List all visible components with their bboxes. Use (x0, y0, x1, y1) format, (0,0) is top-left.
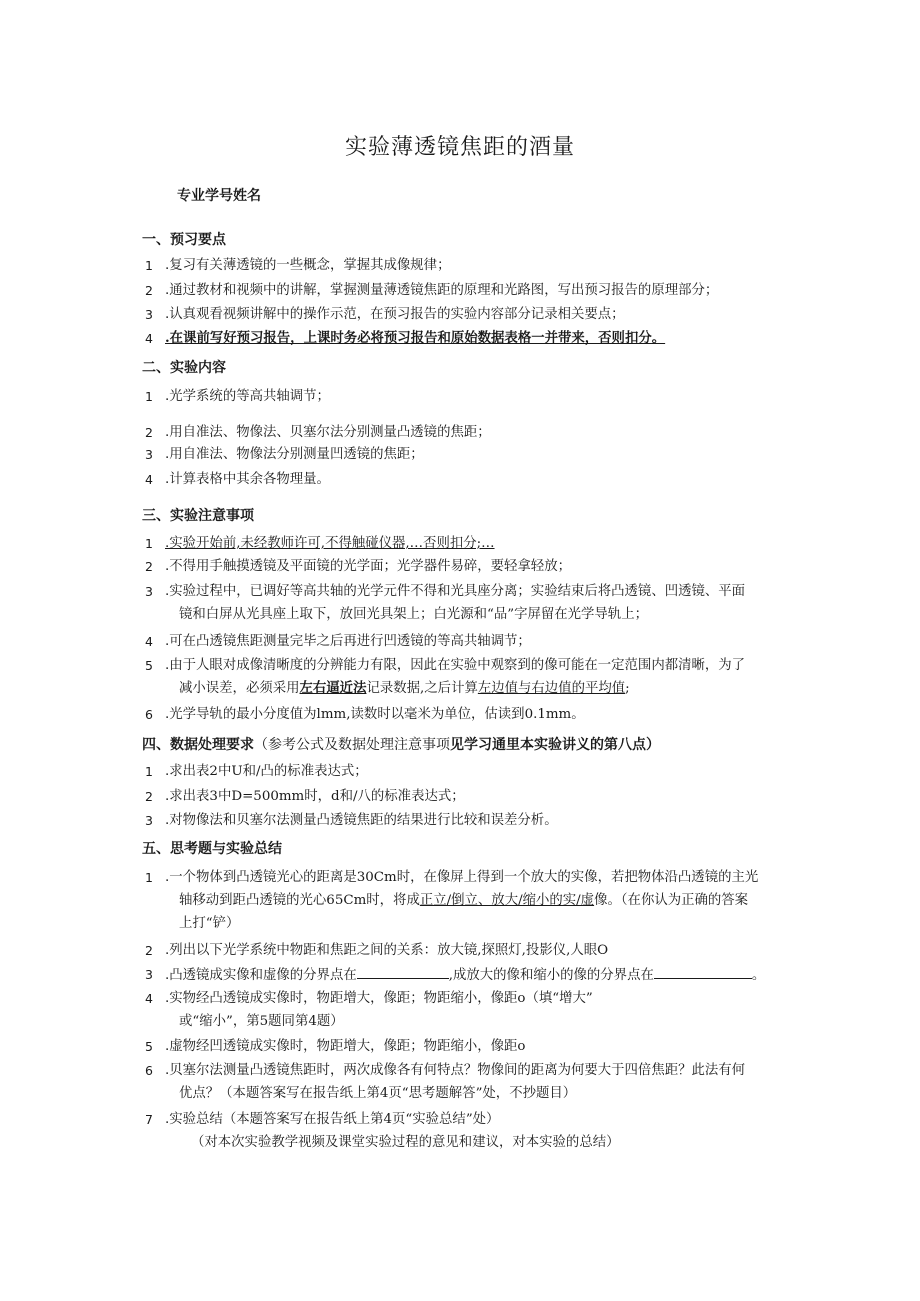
answer-blank (654, 963, 752, 979)
list-item: 4 .实物经凸透镜成实像时，物距增大，像距；物距缩小，像距o（填“增大” 或“缩小”，第5题同第4题） (145, 991, 593, 1029)
list-item: 5 .由于人眼对成像清晰度的分辨能力有限，因此在实验中观察到的像可能在一定范围内都清晰，为了 减小误差，必须采用左右逼近法记录数据,之后计算左边值与右边值的平均值; (145, 658, 746, 696)
list-item: 2 .求出表3中D=500mm时，d和/八的标准表达式； (145, 789, 465, 804)
list-item: 2 .通过教材和视频中的讲解，掌握测量薄透镜焦距的原理和光路图，写出预习报告的原理部分； (145, 283, 719, 298)
answer-blank (357, 963, 449, 979)
section-heading-content: 二、实验内容 (142, 360, 226, 376)
list-item: 3 .认真观看视频讲解中的操作示范，在预习报告的实验内容部分记录相关要点； (145, 307, 625, 322)
section-heading-data: 四、数据处理要求（参考公式及数据处理注意事项见学习通里本实验讲义的第八点） (142, 737, 660, 753)
list-item: 1 .光学系统的等高共轴调节； (145, 389, 330, 404)
list-item: 3 .用自准法、物像法分别测量凹透镜的焦距； (145, 447, 424, 462)
list-item: 6 .贝塞尔法测量凸透镜焦距时，两次成像各有何特点？物像间的距离为何要大于四倍焦距？此法有何 优点？（本题答案写在报告纸上第4页“思考题解答”处，不抄题目） (145, 1063, 746, 1101)
list-item: 4 .可在凸透镜焦距测量完毕之后再进行凹透镜的等高共轴调节； (145, 634, 531, 649)
section-heading-questions: 五、思考题与实验总结 (142, 841, 282, 857)
section-heading-precautions: 三、实验注意事项 (142, 508, 254, 524)
list-item: 1 .复习有关薄透镜的一些概念，掌握其成像规律； (145, 258, 451, 273)
list-item: 3 .对物像法和贝塞尔法测量凸透镜焦距的结果进行比较和误差分析。 (145, 813, 558, 828)
list-item: 7 .实验总结（本题答案写在报告纸上第4页“实验总结”处） （对本次实验教学视频及课堂实验过程的意见和建议，对本实验的总结） (145, 1112, 620, 1150)
list-item: 2 .列出以下光学系统中物距和焦距之间的关系：放大镜,探照灯,投影仪,人眼O (145, 943, 609, 958)
list-item: 2 .不得用手触摸透镜及平面镜的光学面；光学器件易碎，要轻拿轻放； (145, 559, 571, 574)
list-item: 5 .虚物经凹透镜成实像时，物距增大，像距；物距缩小，像距o (145, 1039, 526, 1054)
list-item: 4 .计算表格中其余各物理量。 (145, 472, 330, 487)
student-info-line: 专业学号姓名 (177, 188, 261, 204)
list-item: 6 .光学导轨的最小分度值为lmm,读数时以毫米为单位，估读到0.1mm。 (145, 707, 585, 722)
list-item: 3 .实验过程中，已调好等高共轴的光学元件不得和光具座分离；实验结束后将凸透镜、凹透镜、平面 镜和白屏从光具座上取下，放回光具架上；白光源和“品”字屏留在光学导轨上； (145, 584, 746, 622)
section-heading-preview: 一、预习要点 (142, 232, 226, 248)
list-item: 2 .用自准法、物像法、贝塞尔法分别测量凸透镜的焦距； (145, 425, 491, 440)
list-item: 1 .一个物体到凸透镜光心的距离是30Cm时，在像屏上得到一个放大的实像，若把物体沿凸透镜的主光 轴移动到距凸透镜的光心65Cm时，将成正立/倒立、放大/缩小的实/虚像。（在你认为正确的答案 上打“铲） (145, 870, 759, 931)
page-title: 实验薄透镜焦距的酒量 (344, 135, 575, 160)
list-item: 4 .在课前写好预习报告，上课时务必将预习报告和原始数据表格一并带来，否则扣分。 (145, 330, 666, 346)
list-item: 1 .求出表2中U和/凸的标准表达式； (145, 764, 368, 779)
list-item: 1 .实验开始前,未经教师许可,不得触碰仪器,…否则扣分;… (145, 536, 495, 551)
list-item: 3 .凸透镜成实像和虚像的分界点在 ,成放大的像和缩小的像的分界点在 。 (145, 963, 855, 987)
